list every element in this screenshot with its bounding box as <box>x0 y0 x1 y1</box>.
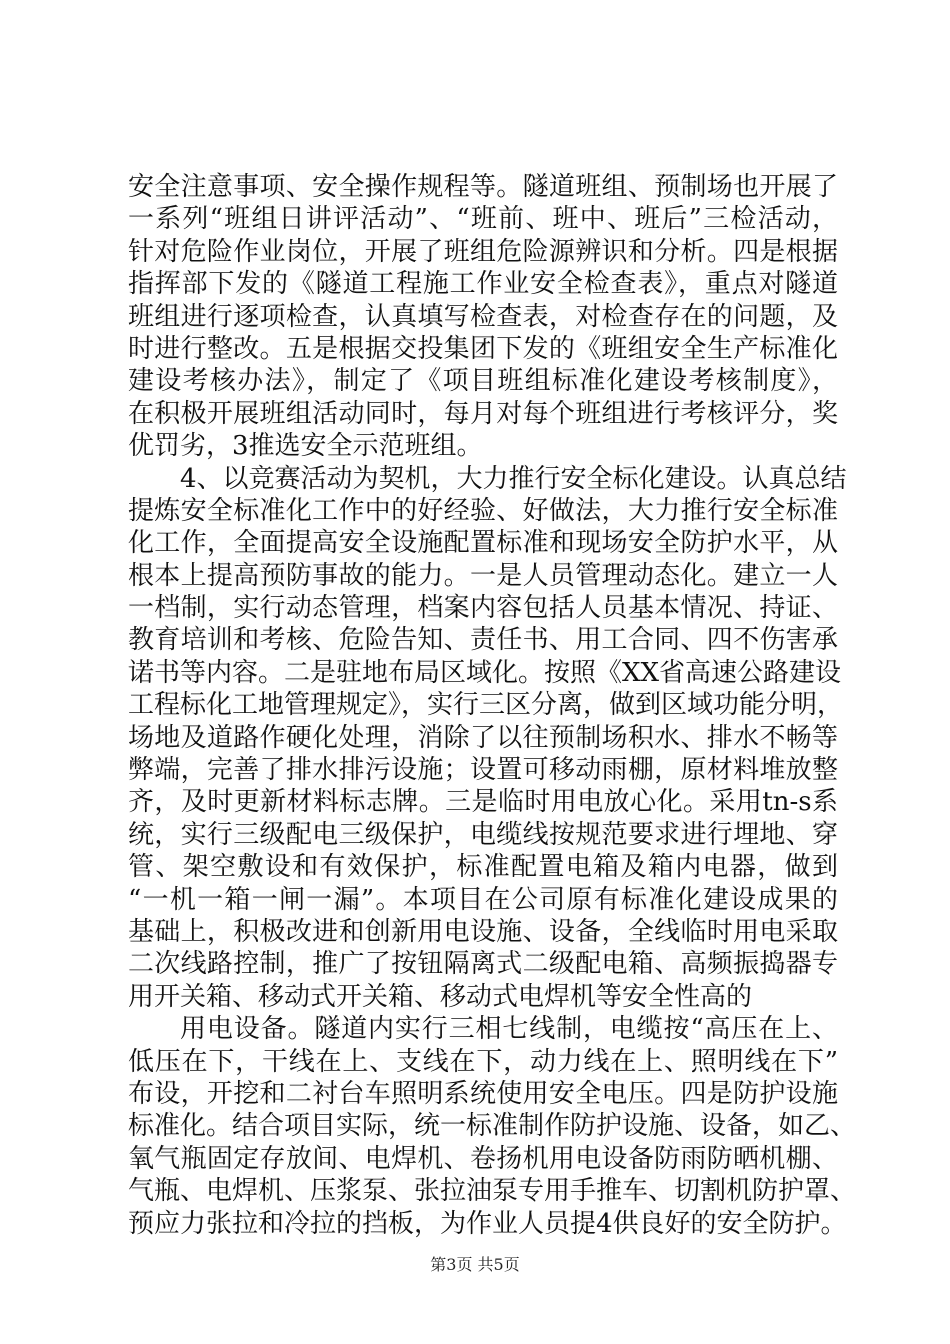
text-line: 弊端，完善了排水排污设施；设置可移动雨棚，原材料堆放整 <box>128 755 838 786</box>
text-line: 诺书等内容。二是驻地布局区域化。按照《XX省高速公路建设 <box>128 657 842 688</box>
text-line: 根本上提高预防事故的能力。一是人员管理动态化。建立一人 <box>128 560 838 591</box>
text-line: 低压在下，干线在上、支线在下，动力线在上、照明线在下” <box>128 1046 838 1077</box>
text-line: 一系列“班组日讲评活动”、“班前、班中、班后”三检活动， <box>128 204 838 235</box>
text-line: 标准化。结合项目实际，统一标准制作防护设施、设备，如乙、 <box>128 1111 857 1142</box>
text-line: 提炼安全标准化工作中的好经验、好做法，大力推行安全标准 <box>128 495 838 526</box>
paragraph <box>128 171 838 463</box>
text-line: 针对危险作业岗位，开展了班组危险源辨识和分析。四是根据 <box>128 236 838 267</box>
text-line: 气瓶、电焊机、压浆泵、张拉油泵专用手推车、切割机防护罩、 <box>128 1176 857 1207</box>
text-line: 工程标化工地管理规定》，实行三区分离，做到区域功能分明， <box>128 690 844 721</box>
text-line: 氧气瓶固定存放间、电焊机、卷扬机用电设备防雨防晒机棚、 <box>128 1143 838 1174</box>
text-line: 指挥部下发的《隧道工程施工作业安全检查表》，重点对隧道 <box>128 269 838 300</box>
text-line: 时进行整改。五是根据交投集团下发的《班组安全生产标准化 <box>128 333 838 364</box>
text-line: 教育培训和考核、危险告知、责任书、用工合同、四不伤害承 <box>128 625 838 656</box>
text-line: 用电设备。隧道内实行三相七线制，电缆按“高压在上、 <box>180 1014 838 1045</box>
text-line: 化工作，全面提高安全设施配置标准和现场安全防护水平，从 <box>128 528 838 559</box>
text-line: “一机一箱一闸一漏”。本项目在公司原有标准化建设成果的 <box>128 884 838 915</box>
text-line: 建设考核办法》，制定了《项目班组标准化建设考核制度》， <box>128 366 838 397</box>
paragraph <box>128 1013 857 1240</box>
text-line: 场地及道路作硬化处理，消除了以往预制场积水、排水不畅等 <box>128 722 838 753</box>
paragraph <box>128 463 847 1014</box>
text-line: 齐，及时更新材料标志牌。三是临时用电放心化。采用tn-s系 <box>128 787 838 818</box>
text-line: 基础上，积极改进和创新用电设施、设备，全线临时用电采取 <box>128 916 838 947</box>
text-line: 班组进行逐项检查，认真填写检查表，对检查存在的问题，及 <box>128 301 838 332</box>
text-line: 在积极开展班组活动同时，每月对每个班组进行考核评分，奖 <box>128 398 838 429</box>
page-footer: 第3页 共5页 <box>430 1255 520 1274</box>
document-body <box>128 171 857 1240</box>
text-line: 用开关箱、移动式开关箱、移动式电焊机等安全性高的 <box>128 981 753 1012</box>
text-line: 一档制，实行动态管理，档案内容包括人员基本情况、持证、 <box>128 593 838 624</box>
text-line: 布设，开挖和二衬台车照明系统使用安全电压。四是防护设施 <box>128 1078 838 1109</box>
text-line: 4、以竞赛活动为契机，大力推行安全标化建设。认真总结 <box>180 463 847 494</box>
text-line: 管、架空敷设和有效保护，标准配置电箱及箱内电器，做到 <box>128 852 838 883</box>
text-line: 优罚劣，3推选安全示范班组。 <box>128 431 483 462</box>
text-line: 预应力张拉和冷拉的挡板，为作业人员提4供良好的安全防护。 <box>128 1208 847 1239</box>
text-line: 安全注意事项、安全操作规程等。隧道班组、预制场也开展了 <box>128 172 838 202</box>
text-line: 统，实行三级配电三级保护，电缆线按规范要求进行埋地、穿 <box>128 819 838 850</box>
text-line: 二次线路控制，推广了按钮隔离式二级配电箱、高频振捣器专 <box>128 949 838 980</box>
